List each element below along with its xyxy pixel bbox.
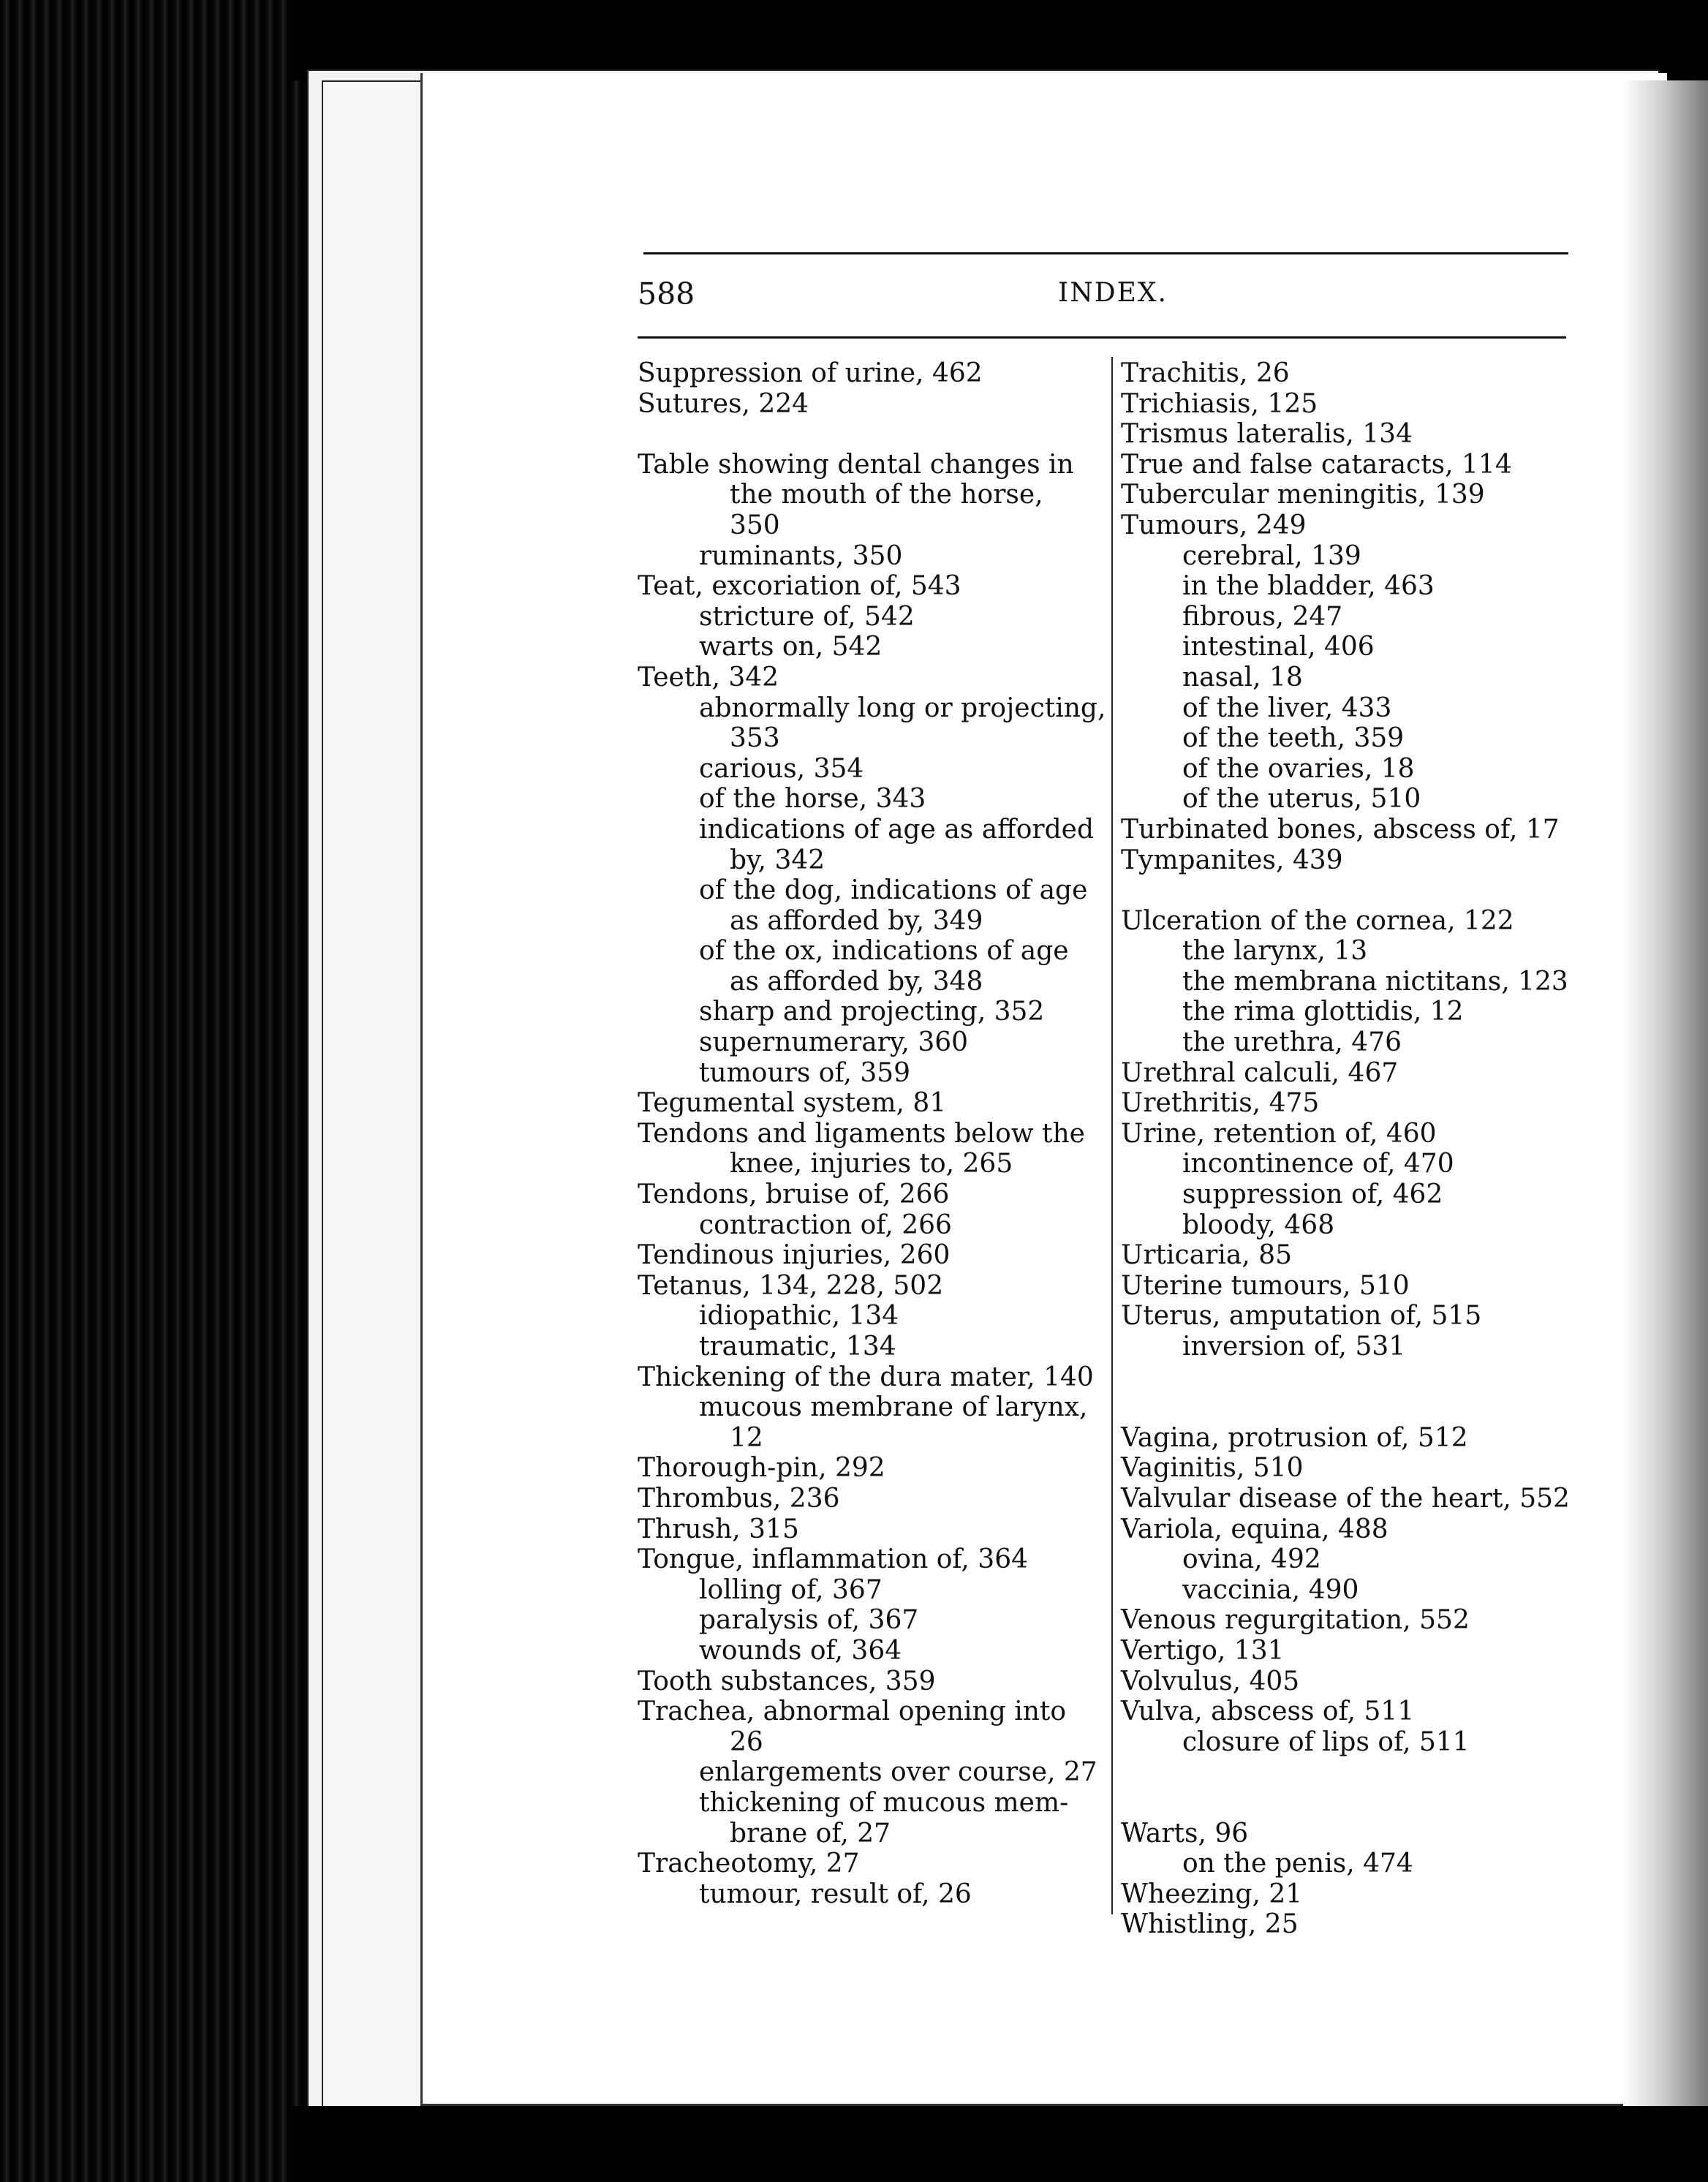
index-entry [1121, 1423, 1574, 1454]
index-subentry [638, 1575, 1098, 1606]
index-subentry [1121, 754, 1574, 785]
entry-text: Tracheotomy, 27 [638, 1849, 860, 1879]
entry-text: Tubercular meningitis, 139 [1121, 480, 1485, 510]
entry-text: inversion of, 531 [1182, 1332, 1406, 1362]
entry-text: Tympanites, 439 [1121, 845, 1343, 875]
index-entry [1121, 358, 1574, 389]
entry-text: Volvulus, 405 [1121, 1666, 1300, 1696]
entry-text: Tongue, inflammation of, 364 [638, 1544, 1029, 1575]
scan-bottom-border [292, 2106, 1708, 2182]
top-rule [643, 252, 1568, 254]
index-subentry [638, 784, 1098, 815]
index-subentry [1121, 1027, 1574, 1058]
index-entry [1121, 1119, 1574, 1149]
index-subentry [638, 936, 1098, 997]
index-entry [1121, 1058, 1574, 1089]
blank-line [1121, 1788, 1574, 1819]
entry-text: Urethritis, 475 [1121, 1088, 1320, 1119]
entry-continuation: 350 [730, 510, 780, 540]
entry-text: intestinal, 406 [1182, 632, 1375, 662]
entry-text: Urine, retention of, 460 [1121, 1118, 1437, 1149]
entry-text: Trachea, abnormal opening into [638, 1696, 1067, 1727]
page-number: 588 [638, 276, 695, 312]
index-entry [1121, 1088, 1574, 1119]
index-subentry [1121, 632, 1574, 662]
index-entry [638, 389, 1098, 420]
entry-text: of the ovaries, 18 [1182, 753, 1415, 784]
index-subentry [638, 1605, 1098, 1636]
index-entry [1121, 1879, 1574, 1910]
entry-text: sharp and projecting, 352 [699, 997, 1045, 1027]
entry-text: Vulva, abscess of, 511 [1121, 1696, 1415, 1727]
entry-text: Vertigo, 131 [1121, 1635, 1285, 1666]
index-entry [1121, 1605, 1574, 1636]
index-entry [638, 1240, 1098, 1271]
entry-continuation: 26 [730, 1726, 763, 1757]
index-subentry [638, 997, 1098, 1027]
entry-text: Vaginitis, 510 [1121, 1453, 1304, 1484]
entry-text: Uterine tumours, 510 [1121, 1270, 1410, 1301]
index-subentry [638, 875, 1098, 936]
index-subentry [1121, 936, 1574, 967]
index-subentry [1121, 1332, 1574, 1362]
index-entry [1121, 1301, 1574, 1332]
index-subentry [638, 1301, 1098, 1332]
index-subentry [638, 1332, 1098, 1362]
entry-text: bloody, 468 [1182, 1209, 1335, 1240]
index-column-right [1121, 358, 1574, 1940]
page-edges-left [0, 0, 344, 2182]
entry-text: Vagina, protrusion of, 512 [1121, 1422, 1468, 1453]
entry-text: Tooth substances, 359 [638, 1666, 936, 1696]
entry-text: indications of age as afforded [699, 814, 1095, 845]
entry-text: of the uterus, 510 [1182, 784, 1421, 815]
index-subentry [638, 1058, 1098, 1089]
index-entry [1121, 1636, 1574, 1666]
entry-text: Tegumental system, 81 [638, 1088, 947, 1119]
entry-continuation: as afforded by, 349 [730, 905, 983, 936]
entry-text: Table showing dental changes in [638, 449, 1074, 480]
index-subentry [638, 815, 1098, 875]
index-subentry [1121, 693, 1574, 724]
index-entry [638, 1179, 1098, 1210]
entry-text: Tendons, bruise of, 266 [638, 1179, 950, 1210]
entry-text: of the ox, indications of age [699, 936, 1069, 967]
index-entry [638, 358, 1098, 389]
entry-text: vaccinia, 490 [1182, 1574, 1359, 1605]
index-subentry [1121, 1149, 1574, 1179]
entry-text: tumours of, 359 [699, 1057, 911, 1088]
entry-text: in the bladder, 463 [1182, 571, 1435, 602]
header-rule [638, 336, 1566, 339]
entry-text: True and false cataracts, 114 [1121, 449, 1512, 480]
index-subentry [1121, 571, 1574, 602]
index-entry [638, 1088, 1098, 1119]
index-subentry [638, 541, 1098, 572]
entry-text: Tumours, 249 [1121, 510, 1307, 540]
index-subentry [638, 754, 1098, 785]
entry-continuation: brane of, 27 [730, 1818, 891, 1849]
entry-text: traumatic, 134 [699, 1332, 896, 1362]
index-subentry [1121, 997, 1574, 1027]
entry-text: tumour, result of, 26 [699, 1879, 972, 1909]
page-gutter-shadow [1623, 80, 1708, 2106]
index-subentry [638, 1392, 1098, 1453]
index-entry [1121, 419, 1574, 450]
index-subentry [1121, 1727, 1574, 1758]
column-divider [1111, 357, 1113, 1914]
index-entry [638, 1362, 1098, 1393]
index-subentry [1121, 1575, 1574, 1606]
running-head: INDEX. [1058, 278, 1168, 308]
entry-text: the larynx, 13 [1182, 936, 1368, 967]
index-entry [638, 1544, 1098, 1575]
entry-text: Sutures, 224 [638, 388, 809, 419]
entry-text: Tetanus, 134, 228, 502 [638, 1270, 944, 1301]
index-column-left [638, 358, 1106, 1909]
entry-text: Tendinous injuries, 260 [638, 1240, 951, 1271]
entry-text: fibrous, 247 [1182, 601, 1343, 632]
entry-text: of the dog, indications of age [699, 875, 1088, 906]
entry-text: warts on, 542 [699, 632, 883, 662]
index-entry [1121, 1271, 1574, 1302]
entry-text: supernumerary, 360 [699, 1027, 969, 1058]
index-entry [638, 1666, 1098, 1697]
entry-continuation: 12 [730, 1422, 763, 1453]
index-subentry [1121, 784, 1574, 815]
index-entry [638, 1849, 1098, 1879]
entry-text: lolling of, 367 [699, 1574, 883, 1605]
index-entry [1121, 1819, 1574, 1849]
index-subentry [638, 602, 1098, 633]
blank-line [1121, 1392, 1574, 1423]
index-entry [1121, 510, 1574, 541]
index-entry [638, 662, 1098, 693]
entry-text: Wheezing, 21 [1121, 1879, 1303, 1909]
index-entry [1121, 389, 1574, 420]
entry-text: Uterus, amputation of, 515 [1121, 1301, 1482, 1332]
index-entry [1121, 1696, 1574, 1727]
entry-text: Teeth, 342 [638, 662, 779, 692]
index-subentry [638, 1027, 1098, 1058]
index-entry [638, 1119, 1098, 1179]
index-subentry [638, 1757, 1098, 1788]
index-subentry [638, 1879, 1098, 1910]
index-subentry [1121, 1849, 1574, 1879]
entry-text: Whistling, 25 [1121, 1909, 1299, 1940]
entry-text: Venous regurgitation, 552 [1121, 1605, 1470, 1636]
entry-text: Variola, equina, 488 [1121, 1514, 1388, 1544]
entry-text: of the horse, 343 [699, 784, 926, 815]
entry-text: Suppression of urine, 462 [638, 358, 983, 388]
entry-text: Thrush, 315 [638, 1514, 799, 1544]
page-header [638, 276, 1566, 320]
entry-text: incontinence of, 470 [1182, 1149, 1454, 1179]
entry-text: Trismus lateralis, 134 [1121, 419, 1413, 450]
blank-line [1121, 1757, 1574, 1788]
blank-line [1121, 1362, 1574, 1393]
entry-continuation: by, 342 [730, 845, 825, 875]
entry-text: thickening of mucous mem- [699, 1787, 1069, 1818]
entry-text: enlargements over course, 27 [699, 1757, 1097, 1788]
entry-text: the rima glottidis, 12 [1182, 997, 1464, 1027]
entry-text: Warts, 96 [1121, 1818, 1249, 1849]
index-entry [638, 571, 1098, 602]
index-entry [1121, 845, 1574, 876]
entry-text: ruminants, 350 [699, 540, 903, 571]
entry-text: wounds of, 364 [699, 1635, 902, 1666]
entry-text: abnormally long or projecting, [699, 692, 1106, 723]
index-entry [638, 1514, 1098, 1545]
blank-line [638, 419, 1098, 450]
index-subentry [1121, 602, 1574, 633]
index-entry [1121, 450, 1574, 480]
index-subentry [1121, 541, 1574, 572]
index-entry [638, 450, 1098, 541]
entry-text: idiopathic, 134 [699, 1301, 899, 1332]
index-entry [1121, 1666, 1574, 1697]
index-entry [638, 1453, 1098, 1484]
entry-continuation: as afforded by, 348 [730, 966, 983, 997]
entry-text: suppression of, 462 [1182, 1179, 1443, 1210]
entry-text: the urethra, 476 [1182, 1027, 1402, 1058]
index-entry [1121, 1514, 1574, 1545]
index-entry [1121, 815, 1574, 845]
index-entry [638, 1696, 1098, 1757]
index-subentry [638, 632, 1098, 662]
index-subentry [1121, 1544, 1574, 1575]
entry-text: nasal, 18 [1182, 662, 1303, 692]
index-subentry [1121, 723, 1574, 754]
entry-text: Tendons and ligaments below the [638, 1118, 1085, 1149]
entry-text: the membrana nictitans, 123 [1182, 966, 1568, 997]
index-entry [1121, 1240, 1574, 1271]
entry-continuation: 353 [730, 723, 780, 754]
index-entry [1121, 1484, 1574, 1514]
index-subentry [1121, 967, 1574, 997]
index-subentry [638, 1210, 1098, 1241]
entry-text: carious, 354 [699, 753, 864, 784]
entry-text: of the teeth, 359 [1182, 723, 1405, 754]
blank-line [1121, 875, 1574, 906]
entry-text: stricture of, 542 [699, 601, 915, 632]
index-entry [1121, 906, 1574, 937]
entry-text: on the penis, 474 [1182, 1849, 1413, 1879]
index-subentry [1121, 1210, 1574, 1241]
entry-text: cerebral, 139 [1182, 540, 1361, 571]
entry-text: mucous membrane of larynx, [699, 1392, 1088, 1423]
index-entry [1121, 1453, 1574, 1484]
entry-text: Trichiasis, 125 [1121, 388, 1318, 419]
entry-text: Urethral calculi, 467 [1121, 1057, 1399, 1088]
entry-text: Turbinated bones, abscess of, 17 [1121, 814, 1560, 845]
entry-text: Teat, excoriation of, 543 [638, 571, 961, 602]
entry-text: ovina, 492 [1182, 1544, 1321, 1575]
entry-text: closure of lips of, 511 [1182, 1726, 1470, 1757]
index-subentry [1121, 662, 1574, 693]
entry-text: Thorough-pin, 292 [638, 1453, 885, 1484]
index-subentry [638, 1636, 1098, 1666]
entry-continuation: knee, injuries to, 265 [730, 1149, 1013, 1179]
entry-continuation: the mouth of the horse, [730, 480, 1043, 510]
entry-text: Thrombus, 236 [638, 1483, 840, 1514]
entry-text: Thickening of the dura mater, 140 [638, 1362, 1094, 1392]
index-entry [638, 1271, 1098, 1302]
index-subentry [1121, 1179, 1574, 1210]
entry-text: Valvular disease of the heart, 552 [1121, 1483, 1570, 1514]
entry-text: paralysis of, 367 [699, 1605, 919, 1636]
entry-text: Ulceration of the cornea, 122 [1121, 905, 1514, 936]
index-entry [638, 1484, 1098, 1514]
entry-text: Trachitis, 26 [1121, 358, 1290, 388]
index-entry [1121, 480, 1574, 510]
index-entry [1121, 1909, 1574, 1940]
scan-top-border [292, 0, 1708, 80]
index-subentry [638, 1788, 1098, 1849]
entry-text: contraction of, 266 [699, 1209, 952, 1240]
index-subentry [638, 692, 1106, 754]
entry-text: of the liver, 433 [1182, 692, 1392, 723]
entry-text: Urticaria, 85 [1121, 1240, 1293, 1271]
